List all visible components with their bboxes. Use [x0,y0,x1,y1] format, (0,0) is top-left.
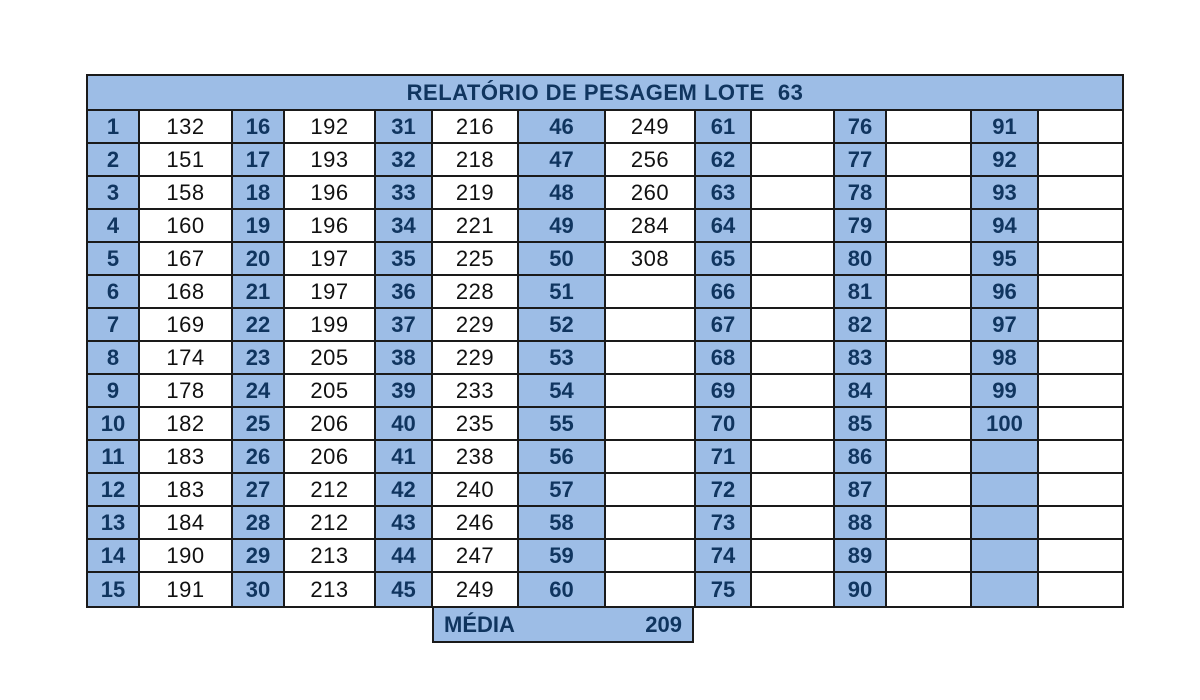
animal-number-cell: 62 [696,144,752,177]
report-title: RELATÓRIO DE PESAGEM LOTE 63 [88,76,1122,111]
animal-number-cell: 40 [376,408,433,441]
animal-number-cell: 51 [519,276,606,309]
animal-number-cell: 38 [376,342,433,375]
animal-number-cell: 96 [972,276,1039,309]
weight-value-cell: 260 [606,177,696,210]
animal-number-cell: 99 [972,375,1039,408]
animal-number-cell: 56 [519,441,606,474]
animal-number-cell: 29 [233,540,285,573]
animal-number-cell: 65 [696,243,752,276]
weight-value-cell: 212 [285,507,376,540]
weight-value-cell: 233 [433,375,519,408]
animal-number-cell: 10 [88,408,140,441]
weight-value-cell [1039,375,1122,408]
weights-grid [88,111,1122,606]
weight-value-cell [1039,177,1122,210]
weight-value-cell [1039,474,1122,507]
animal-number-cell: 22 [233,309,285,342]
animal-number-cell [972,573,1039,606]
weight-value-cell [887,441,972,474]
animal-number-cell: 33 [376,177,433,210]
animal-number-cell: 35 [376,243,433,276]
weight-value-cell: 168 [140,276,233,309]
weight-value-cell [1039,210,1122,243]
animal-number-cell: 59 [519,540,606,573]
weight-value-cell [606,309,696,342]
weight-value-cell: 212 [285,474,376,507]
weight-value-cell: 184 [140,507,233,540]
weight-value-cell: 213 [285,540,376,573]
weight-value-cell [887,507,972,540]
weight-value-cell [752,243,835,276]
weight-value-cell: 183 [140,441,233,474]
animal-number-cell: 6 [88,276,140,309]
animal-number-cell: 37 [376,309,433,342]
animal-number-cell: 27 [233,474,285,507]
weight-value-cell [752,441,835,474]
weight-value-cell [606,573,696,606]
weight-value-cell [752,573,835,606]
animal-number-cell: 68 [696,342,752,375]
animal-number-cell: 7 [88,309,140,342]
weight-value-cell: 132 [140,111,233,144]
weight-value-cell [752,375,835,408]
weight-value-cell [606,342,696,375]
weight-value-cell [887,177,972,210]
weight-value-cell [1039,144,1122,177]
animal-number-cell: 77 [835,144,887,177]
animal-number-cell: 60 [519,573,606,606]
animal-number-cell: 54 [519,375,606,408]
weight-value-cell [752,474,835,507]
weight-value-cell [752,309,835,342]
animal-number-cell: 31 [376,111,433,144]
animal-number-cell: 17 [233,144,285,177]
animal-number-cell: 24 [233,375,285,408]
animal-number-cell: 79 [835,210,887,243]
weight-value-cell [887,342,972,375]
animal-number-cell: 53 [519,342,606,375]
weight-value-cell [887,573,972,606]
weight-value-cell [887,540,972,573]
weight-value-cell: 197 [285,276,376,309]
animal-number-cell: 74 [696,540,752,573]
weight-value-cell [606,375,696,408]
weight-value-cell [606,474,696,507]
weight-value-cell [752,540,835,573]
weight-value-cell: 235 [433,408,519,441]
animal-number-cell: 23 [233,342,285,375]
weight-value-cell [606,408,696,441]
animal-number-cell: 50 [519,243,606,276]
animal-number-cell: 4 [88,210,140,243]
animal-number-cell: 20 [233,243,285,276]
weight-value-cell [752,276,835,309]
animal-number-cell: 94 [972,210,1039,243]
animal-number-cell: 8 [88,342,140,375]
animal-number-cell: 78 [835,177,887,210]
weight-value-cell [1039,342,1122,375]
weight-value-cell [887,309,972,342]
weight-value-cell [606,276,696,309]
animal-number-cell: 76 [835,111,887,144]
weight-value-cell [752,210,835,243]
weight-value-cell: 205 [285,375,376,408]
animal-number-cell: 36 [376,276,433,309]
weight-value-cell [1039,573,1122,606]
animal-number-cell: 30 [233,573,285,606]
weight-value-cell [752,177,835,210]
weight-value-cell: 197 [285,243,376,276]
animal-number-cell: 89 [835,540,887,573]
weight-value-cell: 199 [285,309,376,342]
animal-number-cell: 47 [519,144,606,177]
animal-number-cell: 84 [835,375,887,408]
animal-number-cell: 95 [972,243,1039,276]
weight-value-cell [1039,441,1122,474]
animal-number-cell: 25 [233,408,285,441]
weight-value-cell: 218 [433,144,519,177]
animal-number-cell: 34 [376,210,433,243]
animal-number-cell: 44 [376,540,433,573]
weight-value-cell: 228 [433,276,519,309]
weight-value-cell: 216 [433,111,519,144]
animal-number-cell: 18 [233,177,285,210]
weight-value-cell [606,441,696,474]
weight-value-cell: 249 [606,111,696,144]
animal-number-cell: 52 [519,309,606,342]
weight-value-cell: 196 [285,177,376,210]
weight-value-cell [752,342,835,375]
animal-number-cell: 11 [88,441,140,474]
animal-number-cell [972,474,1039,507]
animal-number-cell [972,441,1039,474]
weight-value-cell: 219 [433,177,519,210]
animal-number-cell: 93 [972,177,1039,210]
animal-number-cell: 71 [696,441,752,474]
animal-number-cell: 21 [233,276,285,309]
weight-value-cell: 183 [140,474,233,507]
weight-value-cell: 206 [285,441,376,474]
animal-number-cell: 15 [88,573,140,606]
animal-number-cell: 2 [88,144,140,177]
weight-value-cell: 213 [285,573,376,606]
animal-number-cell: 85 [835,408,887,441]
weight-value-cell: 308 [606,243,696,276]
weight-value-cell [1039,408,1122,441]
weight-value-cell: 182 [140,408,233,441]
weight-value-cell: 221 [433,210,519,243]
weight-value-cell: 284 [606,210,696,243]
average-label: MÉDIA [444,612,515,637]
weight-value-cell [887,408,972,441]
weight-value-cell [1039,507,1122,540]
animal-number-cell: 32 [376,144,433,177]
weight-value-cell [606,540,696,573]
animal-number-cell: 46 [519,111,606,144]
animal-number-cell: 58 [519,507,606,540]
animal-number-cell: 70 [696,408,752,441]
weight-value-cell [887,243,972,276]
weight-value-cell: 169 [140,309,233,342]
animal-number-cell: 80 [835,243,887,276]
animal-number-cell: 64 [696,210,752,243]
weight-value-cell [887,144,972,177]
animal-number-cell: 1 [88,111,140,144]
animal-number-cell: 90 [835,573,887,606]
animal-number-cell: 75 [696,573,752,606]
weight-value-cell: 249 [433,573,519,606]
animal-number-cell: 66 [696,276,752,309]
weight-value-cell: 229 [433,342,519,375]
weight-value-cell: 225 [433,243,519,276]
animal-number-cell: 3 [88,177,140,210]
animal-number-cell: 42 [376,474,433,507]
animal-number-cell: 57 [519,474,606,507]
weight-value-cell: 193 [285,144,376,177]
weight-value-cell: 247 [433,540,519,573]
animal-number-cell: 63 [696,177,752,210]
weight-value-cell [1039,309,1122,342]
weight-value-cell: 174 [140,342,233,375]
animal-number-cell: 26 [233,441,285,474]
animal-number-cell: 69 [696,375,752,408]
weight-value-cell [752,144,835,177]
animal-number-cell: 83 [835,342,887,375]
animal-number-cell: 41 [376,441,433,474]
weight-value-cell: 158 [140,177,233,210]
weight-value-cell: 256 [606,144,696,177]
weight-value-cell: 238 [433,441,519,474]
weight-value-cell: 192 [285,111,376,144]
animal-number-cell: 98 [972,342,1039,375]
animal-number-cell: 100 [972,408,1039,441]
weight-value-cell: 151 [140,144,233,177]
animal-number-cell: 97 [972,309,1039,342]
animal-number-cell [972,540,1039,573]
animal-number-cell [972,507,1039,540]
weight-value-cell: 229 [433,309,519,342]
animal-number-cell: 49 [519,210,606,243]
average-box [432,608,694,643]
weight-value-cell [887,375,972,408]
animal-number-cell: 61 [696,111,752,144]
animal-number-cell: 73 [696,507,752,540]
animal-number-cell: 88 [835,507,887,540]
animal-number-cell: 43 [376,507,433,540]
animal-number-cell: 55 [519,408,606,441]
weighing-report-table [86,74,1124,608]
animal-number-cell: 91 [972,111,1039,144]
weight-value-cell [887,210,972,243]
animal-number-cell: 5 [88,243,140,276]
weight-value-cell [887,474,972,507]
weight-value-cell: 190 [140,540,233,573]
weight-value-cell: 246 [433,507,519,540]
weight-value-cell [752,507,835,540]
animal-number-cell: 14 [88,540,140,573]
weight-value-cell: 240 [433,474,519,507]
average-value: 209 [645,612,682,637]
animal-number-cell: 86 [835,441,887,474]
animal-number-cell: 67 [696,309,752,342]
weight-value-cell: 206 [285,408,376,441]
animal-number-cell: 45 [376,573,433,606]
weight-value-cell [1039,243,1122,276]
weight-value-cell [887,276,972,309]
animal-number-cell: 28 [233,507,285,540]
animal-number-cell: 82 [835,309,887,342]
weight-value-cell [752,111,835,144]
animal-number-cell: 48 [519,177,606,210]
weight-value-cell [1039,540,1122,573]
weight-value-cell [1039,276,1122,309]
weight-value-cell: 160 [140,210,233,243]
weight-value-cell: 178 [140,375,233,408]
animal-number-cell: 19 [233,210,285,243]
animal-number-cell: 12 [88,474,140,507]
weight-value-cell: 191 [140,573,233,606]
animal-number-cell: 81 [835,276,887,309]
weight-value-cell: 167 [140,243,233,276]
weight-value-cell [752,408,835,441]
animal-number-cell: 87 [835,474,887,507]
weight-value-cell: 196 [285,210,376,243]
animal-number-cell: 39 [376,375,433,408]
animal-number-cell: 92 [972,144,1039,177]
weight-value-cell [1039,111,1122,144]
animal-number-cell: 9 [88,375,140,408]
weight-value-cell: 205 [285,342,376,375]
weight-value-cell [887,111,972,144]
animal-number-cell: 16 [233,111,285,144]
animal-number-cell: 72 [696,474,752,507]
animal-number-cell: 13 [88,507,140,540]
weight-value-cell [606,507,696,540]
